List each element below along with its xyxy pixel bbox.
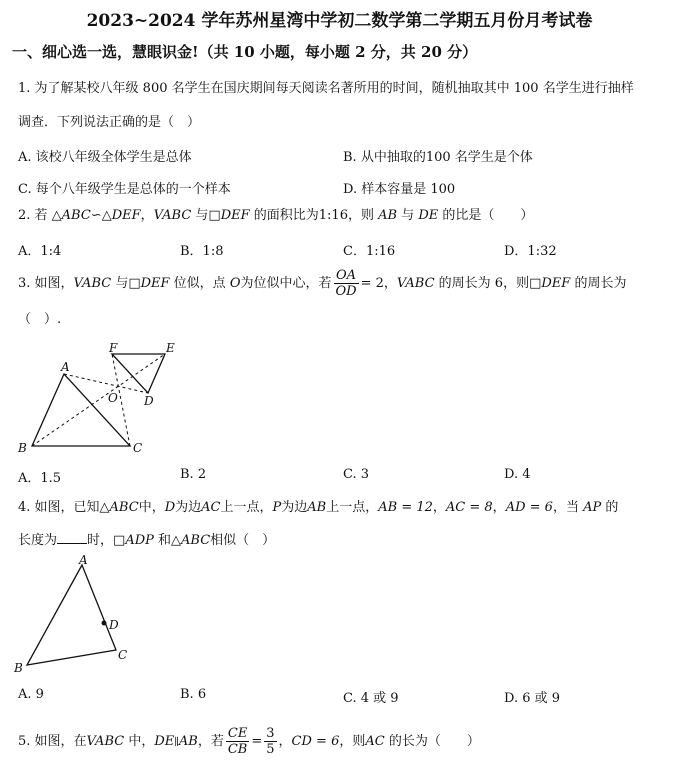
q4-figure xyxy=(12,555,142,675)
triangle-abc xyxy=(27,565,116,665)
q3-option-d[interactable]: D. 4 xyxy=(504,467,531,482)
q5-stem: 5. 如图，在VABC 中，DE∥AB，若 $\frac{CE}{CB}$ = $\frac{3}{5}$ ，CD = 6，则AC 的长为（ ） xyxy=(18,726,480,757)
q2-option-c[interactable]: C．1:16 xyxy=(343,244,396,259)
section-heading: 一、细心选一选，慧眼识金!（共 10 小题，每小题 2 分，共 20 分） xyxy=(12,43,478,61)
label-c: C xyxy=(118,648,128,662)
q3-option-b[interactable]: B. 2 xyxy=(180,467,207,482)
q4-option-c[interactable]: C. 4 或 9 xyxy=(343,691,399,706)
label-c: C xyxy=(133,441,143,455)
point-d xyxy=(102,621,107,626)
label-a: A xyxy=(61,360,70,374)
q2-option-b[interactable]: B．1:8 xyxy=(180,244,224,259)
q1-option-a[interactable]: A. 该校八年级全体学生是总体 xyxy=(18,150,192,165)
q2-option-d[interactable]: D．1:32 xyxy=(504,244,557,259)
q3-ratio-fraction: $\frac{OA}{OD}$ xyxy=(335,268,357,299)
label-b: B xyxy=(18,441,27,455)
q1-option-d[interactable]: D. 样本容量是 100 xyxy=(343,182,456,197)
q3-option-c[interactable]: C. 3 xyxy=(343,467,370,482)
q2-stem: 2. 若 △ABC∽△DEF，VABC 与□DEF 的面积比为1:16，则 AB 与 DE 的比是（ ） xyxy=(18,208,534,223)
exam-title: 2023~2024 学年苏州星湾中学初二数学第二学期五月份月考试卷 xyxy=(86,11,593,31)
label-b: B xyxy=(14,661,23,675)
q4-option-d[interactable]: D. 6 或 9 xyxy=(504,691,561,706)
q1-stem-line2: 调查．下列说法正确的是（ ） xyxy=(18,115,201,130)
q3-stem: 3. 如图，VABC 与□DEF 位似，点 O为位似中心，若 $\frac{OA}{OD}$ = 2，VABC 的周长为 6，则□DEF 的周长为 xyxy=(18,268,627,299)
q5-value-fraction: $\frac{3}{5}$ xyxy=(266,726,275,757)
q4-stem-line1: 4. 如图，已知△ABC中，D为边AC上一点，P为边AB上一点，AB = 12，AC = 8，AD = 6，当 AP 的 xyxy=(18,500,619,515)
q1-option-c[interactable]: C. 每个八年级学生是总体的一个样本 xyxy=(18,182,231,197)
label-e: E xyxy=(166,341,175,355)
label-o: O xyxy=(108,391,118,405)
q3-stem-line2: （ ）. xyxy=(18,312,62,327)
q4-answer-blank[interactable] xyxy=(57,531,87,544)
q4-stem-line2: 长度为 时，□ADP 和△ABC相似（ ） xyxy=(18,533,276,548)
q3-figure xyxy=(14,338,204,460)
label-d: D xyxy=(144,394,154,408)
label-a: A xyxy=(79,555,88,567)
q1-stem-line1: 1. 为了解某校八年级 800 名学生在国庆期间每天阅读名著所用的时间，随机抽取其中 100 名学生进行抽样 xyxy=(18,81,634,96)
q1-option-b[interactable]: B. 从中抽取的100 名学生是个体 xyxy=(343,150,533,165)
label-d: D xyxy=(109,618,119,632)
triangle-abc xyxy=(32,374,130,446)
q4-option-a[interactable]: A. 9 xyxy=(18,687,44,702)
q2-option-a[interactable]: A．1:4 xyxy=(18,244,62,259)
q4-option-b[interactable]: B. 6 xyxy=(180,687,207,702)
label-f: F xyxy=(109,341,118,355)
line-ad xyxy=(64,374,148,393)
q5-ratio-fraction: $\frac{CE}{CB}$ xyxy=(227,726,248,757)
q3-option-a[interactable]: A．1.5 xyxy=(18,471,62,486)
